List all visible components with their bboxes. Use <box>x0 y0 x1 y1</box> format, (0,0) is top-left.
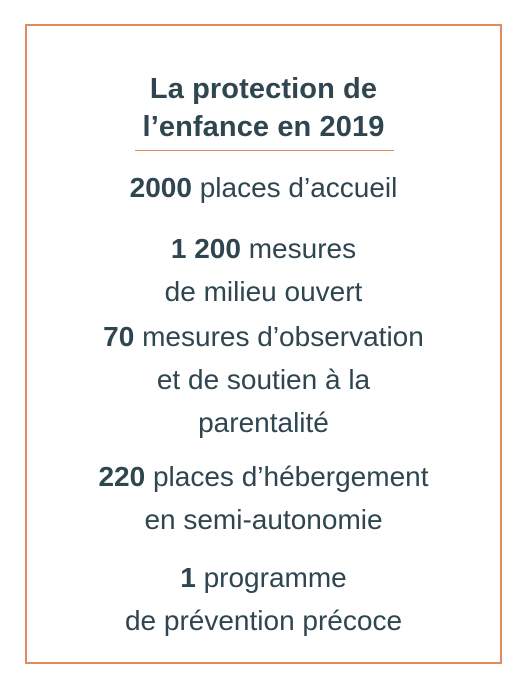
stat-text: mesures d’observation <box>134 321 424 352</box>
stat-text: places d’accueil <box>191 172 398 203</box>
stat-observation-parentalite <box>27 315 500 444</box>
stat-line-2: de prévention précoce <box>124 605 403 636</box>
infographic-card <box>25 24 502 664</box>
stat-line <box>27 227 500 270</box>
stat-number: 1 200 <box>170 233 241 264</box>
stat-number: 70 <box>103 321 135 352</box>
stat-number: 2000 <box>129 172 192 203</box>
stat-line <box>27 556 500 599</box>
stat-text: places d’hébergement <box>145 461 429 492</box>
stat-number: 1 <box>180 562 196 593</box>
stat-milieu-ouvert <box>27 227 500 313</box>
card-title <box>27 70 500 146</box>
stat-text: mesures <box>240 233 357 264</box>
card-title-line-2: l’enfance en 2019 <box>142 111 385 143</box>
stat-line <box>27 455 500 498</box>
stat-prevention-precoce <box>27 556 500 642</box>
stat-line-2: de milieu ouvert <box>164 276 363 307</box>
stat-places-accueil <box>27 166 500 209</box>
stat-line-2: et de soutien à la <box>156 364 371 395</box>
stat-number: 220 <box>98 461 146 492</box>
stat-line <box>27 315 500 358</box>
title-underline <box>135 150 394 151</box>
stat-line <box>27 166 500 209</box>
stat-line-3: parentalité <box>198 407 329 438</box>
stat-text: programme <box>195 562 347 593</box>
stat-semi-autonomie <box>27 455 500 541</box>
card-title-line-1: La protection de <box>149 73 378 105</box>
stat-line-2: en semi-autonomie <box>144 504 383 535</box>
